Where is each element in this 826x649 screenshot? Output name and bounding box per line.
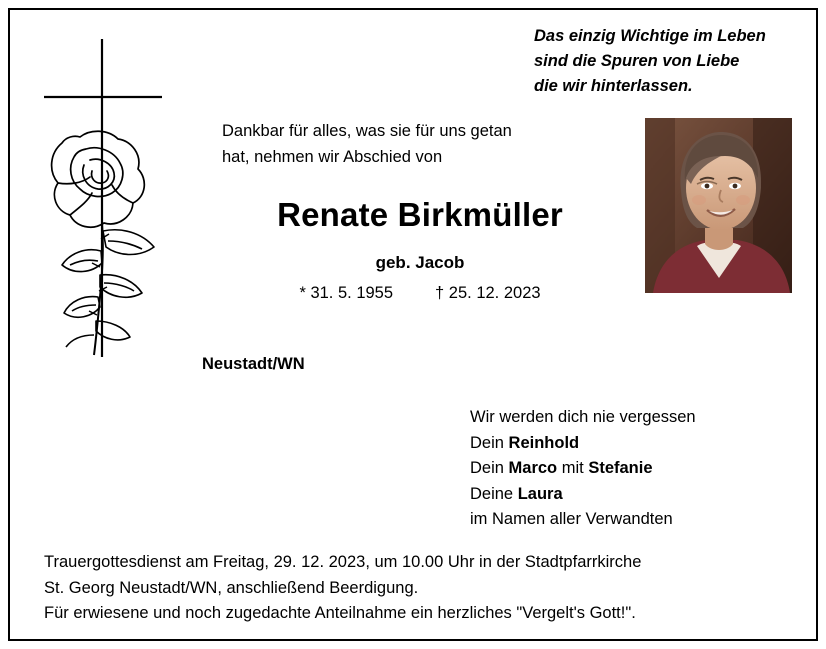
mourners-line-2-prefix: Dein [470,433,509,452]
intro-line-1: Dankbar für alles, was sie für uns getan [222,122,512,140]
mourners-line-3-prefix: Dein [470,459,509,477]
mourners-line-1: Wir werden dich nie vergessen [470,408,696,426]
quote-line-3: die wir hinterlassen. [534,77,693,95]
quote-line-2: sind die Spuren von Liebe [534,52,740,70]
mourners-line-4-prefix: Deine [470,484,518,503]
epitaph-quote [534,24,804,99]
service-details [44,550,784,627]
intro-line-2: hat, nehmen wir Abschied von [222,148,443,166]
deceased-dates [205,284,635,303]
mourner-reinhold: Reinhold [508,433,580,452]
intro-text [222,118,622,170]
deceased-name: Renate Birkmüller [277,196,563,233]
mourners-block [470,405,800,533]
mourners-line-3-mid: mit [557,459,589,477]
service-line-3: Für erwiesene und noch zugedachte Anteilnahme ein herzliches "Vergelt's Gott!". [44,604,636,622]
deceased-place: Neustadt/WN [202,355,305,373]
service-line-1: Trauergottesdienst am Freitag, 29. 12. 2023, um 10.00 Uhr in der Stadtpfarrkirche [44,553,642,571]
birth-date: * 31. 5. 1955 [299,284,394,302]
mourners-line-2 [470,431,800,457]
mourners-line-4 [470,482,800,508]
mourners-line-5: im Namen aller Verwandten [470,510,673,528]
mourner-laura: Laura [517,484,563,503]
death-date: † 25. 12. 2023 [435,284,541,302]
portrait-photo [645,118,792,293]
mourner-marco: Marco [508,459,558,477]
quote-line-1: Das einzig Wichtige im Leben [534,27,766,45]
mourner-stefanie: Stefanie [588,459,653,477]
mourners-line-3 [470,456,800,482]
deceased-birth-name: geb. Jacob [375,253,465,272]
service-line-2: St. Georg Neustadt/WN, anschließend Beerdigung. [44,578,419,597]
cross-with-rose-icon [30,35,195,365]
